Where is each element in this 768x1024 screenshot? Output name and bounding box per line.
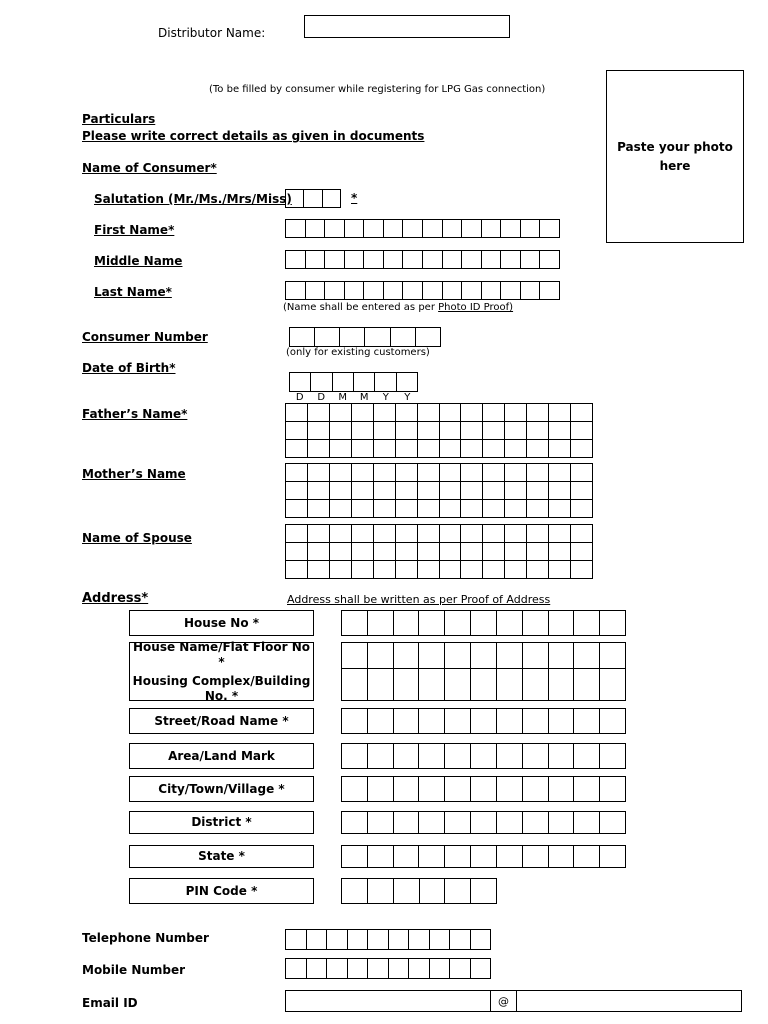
first-name-label: First Name*: [94, 223, 175, 237]
dob-letter: D: [295, 392, 304, 403]
input-cell[interactable]: [505, 500, 527, 518]
input-cell[interactable]: [396, 482, 418, 500]
input-cell[interactable]: [505, 464, 527, 482]
input-cell[interactable]: [461, 500, 483, 518]
name-proof-note-prefix: (Name shall be entered as per: [283, 302, 439, 313]
input-cell[interactable]: [396, 561, 418, 579]
mobile-label: Mobile Number: [82, 963, 186, 977]
input-cell[interactable]: [286, 525, 308, 543]
name-proof-note: [283, 302, 513, 313]
input-cell[interactable]: [549, 440, 571, 458]
input-cell[interactable]: [571, 422, 593, 440]
street-boxes[interactable]: [341, 708, 626, 734]
input-cell[interactable]: [330, 464, 352, 482]
input-cell[interactable]: [549, 561, 571, 579]
input-cell[interactable]: [418, 500, 440, 518]
form-instruction: (To be filled by consumer while registering for LPG Gas connection): [209, 84, 546, 95]
input-cell[interactable]: [483, 500, 505, 518]
input-cell[interactable]: [571, 561, 593, 579]
input-cell[interactable]: [527, 482, 549, 500]
input-cell[interactable]: [571, 464, 593, 482]
address-proof-note: Address shall be written as per Proof of Address: [287, 593, 551, 606]
input-cell[interactable]: [549, 543, 571, 561]
input-cell[interactable]: [286, 500, 308, 518]
district-boxes[interactable]: [341, 811, 626, 834]
mobile-boxes[interactable]: [285, 958, 491, 979]
input-cell[interactable]: [352, 422, 374, 440]
input-cell[interactable]: [352, 440, 374, 458]
input-cell[interactable]: [396, 543, 418, 561]
input-cell[interactable]: [505, 422, 527, 440]
photo-text-line2: here: [659, 158, 691, 173]
input-cell[interactable]: [374, 561, 396, 579]
input-cell[interactable]: [440, 404, 462, 422]
input-cell[interactable]: [308, 525, 330, 543]
mother-name-boxes[interactable]: [285, 463, 593, 518]
input-cell[interactable]: [330, 525, 352, 543]
particulars-subtitle: Please write correct details as given in documents: [82, 129, 425, 143]
input-cell[interactable]: [440, 561, 462, 579]
input-cell[interactable]: [440, 422, 462, 440]
input-cell[interactable]: [549, 404, 571, 422]
input-cell[interactable]: [440, 440, 462, 458]
input-cell[interactable]: [461, 561, 483, 579]
input-cell[interactable]: [352, 525, 374, 543]
input-cell[interactable]: [418, 543, 440, 561]
input-cell[interactable]: [571, 543, 593, 561]
input-cell[interactable]: [308, 422, 330, 440]
state-boxes[interactable]: [341, 845, 626, 868]
input-cell[interactable]: [527, 525, 549, 543]
input-cell[interactable]: [527, 561, 549, 579]
consumer-number-note: (only for existing customers): [286, 347, 430, 358]
input-cell[interactable]: [308, 464, 330, 482]
salutation-required-star: *: [351, 191, 358, 205]
input-cell[interactable]: [483, 543, 505, 561]
input-cell[interactable]: [505, 525, 527, 543]
dob-boxes[interactable]: [289, 372, 418, 392]
housing-complex-text-1: Housing Complex/Building: [132, 673, 311, 688]
input-cell[interactable]: [330, 482, 352, 500]
input-cell[interactable]: [308, 500, 330, 518]
input-cell[interactable]: [286, 482, 308, 500]
input-cell[interactable]: [352, 482, 374, 500]
input-cell[interactable]: [461, 543, 483, 561]
input-cell[interactable]: [505, 561, 527, 579]
input-cell[interactable]: [483, 464, 505, 482]
input-cell[interactable]: [440, 500, 462, 518]
distributor-name-input[interactable]: [304, 15, 510, 38]
input-cell[interactable]: [396, 404, 418, 422]
input-cell[interactable]: [571, 525, 593, 543]
housing-complex-text-2: No. *: [204, 688, 239, 703]
street-label: Street/Road Name *: [129, 708, 314, 734]
input-cell[interactable]: [374, 464, 396, 482]
input-cell[interactable]: [571, 404, 593, 422]
input-cell[interactable]: [549, 482, 571, 500]
salutation-boxes[interactable]: [285, 189, 341, 208]
input-cell[interactable]: [286, 440, 308, 458]
input-cell[interactable]: [286, 422, 308, 440]
spouse-name-boxes[interactable]: [285, 524, 593, 579]
consumer-number-boxes[interactable]: [289, 327, 441, 347]
input-cell[interactable]: [374, 404, 396, 422]
email-at-symbol: @: [490, 990, 517, 1012]
input-cell[interactable]: [483, 404, 505, 422]
email-domain-input[interactable]: [516, 990, 742, 1012]
pin-code-label: PIN Code *: [129, 878, 314, 904]
spouse-name-label: Name of Spouse: [82, 531, 192, 545]
input-cell[interactable]: [330, 440, 352, 458]
input-cell[interactable]: [461, 422, 483, 440]
input-cell[interactable]: [374, 500, 396, 518]
input-cell[interactable]: [374, 422, 396, 440]
salutation-label: Salutation (Mr./Ms./Mrs/Miss): [94, 192, 292, 206]
telephone-boxes[interactable]: [285, 929, 491, 950]
dob-letter: Y: [382, 392, 389, 403]
input-cell[interactable]: [461, 440, 483, 458]
email-user-input[interactable]: [285, 990, 491, 1012]
input-cell[interactable]: [483, 482, 505, 500]
input-cell[interactable]: [418, 561, 440, 579]
area-boxes[interactable]: [341, 743, 626, 769]
input-cell[interactable]: [286, 464, 308, 482]
input-cell[interactable]: [418, 464, 440, 482]
mother-name-label: Mother’s Name: [82, 467, 186, 481]
input-cell[interactable]: [352, 561, 374, 579]
input-cell[interactable]: [461, 464, 483, 482]
input-cell[interactable]: [330, 404, 352, 422]
input-cell[interactable]: [418, 525, 440, 543]
input-cell[interactable]: [505, 440, 527, 458]
district-label: District *: [129, 811, 314, 834]
input-cell[interactable]: [418, 404, 440, 422]
input-cell[interactable]: [330, 561, 352, 579]
input-cell[interactable]: [440, 543, 462, 561]
input-cell[interactable]: [571, 482, 593, 500]
input-cell[interactable]: [374, 525, 396, 543]
input-cell[interactable]: [549, 422, 571, 440]
dob-letter: M: [359, 392, 369, 403]
city-boxes[interactable]: [341, 776, 626, 802]
input-cell[interactable]: [396, 422, 418, 440]
input-cell[interactable]: [330, 543, 352, 561]
input-cell[interactable]: [549, 464, 571, 482]
input-cell[interactable]: [527, 422, 549, 440]
input-cell[interactable]: [549, 500, 571, 518]
particulars-title: Particulars: [82, 112, 156, 126]
middle-name-label: Middle Name: [94, 254, 183, 268]
area-label: Area/Land Mark: [129, 743, 314, 769]
father-name-label: Father’s Name*: [82, 407, 188, 421]
input-cell[interactable]: [461, 482, 483, 500]
input-cell[interactable]: [505, 482, 527, 500]
dob-letter: D: [317, 392, 326, 403]
middle-name-boxes[interactable]: [285, 250, 560, 269]
house-name-boxes[interactable]: [341, 642, 626, 701]
house-name-label: [129, 639, 314, 703]
input-cell[interactable]: [483, 440, 505, 458]
input-cell[interactable]: [396, 525, 418, 543]
state-label: State *: [129, 845, 314, 868]
father-name-boxes[interactable]: [285, 403, 593, 458]
input-cell[interactable]: [308, 561, 330, 579]
house-no-label: House No *: [129, 610, 314, 636]
input-cell[interactable]: [571, 500, 593, 518]
input-cell[interactable]: [483, 561, 505, 579]
input-cell[interactable]: [330, 422, 352, 440]
input-cell[interactable]: [549, 525, 571, 543]
input-cell[interactable]: [483, 525, 505, 543]
input-cell[interactable]: [374, 543, 396, 561]
input-cell[interactable]: [308, 440, 330, 458]
input-cell[interactable]: [374, 482, 396, 500]
input-cell[interactable]: [330, 500, 352, 518]
house-name-text: House Name/Flat Floor No *: [133, 639, 310, 669]
input-cell[interactable]: [352, 500, 374, 518]
input-cell[interactable]: [352, 404, 374, 422]
email-label: Email ID: [82, 996, 138, 1010]
dob-format-letters: [289, 392, 418, 403]
input-cell[interactable]: [571, 440, 593, 458]
input-cell[interactable]: [483, 422, 505, 440]
input-cell[interactable]: [308, 482, 330, 500]
input-cell[interactable]: [440, 525, 462, 543]
house-no-boxes[interactable]: [341, 610, 626, 636]
photo-id-proof-link: Photo ID Proof): [438, 302, 514, 313]
input-cell[interactable]: [505, 543, 527, 561]
input-cell[interactable]: [352, 543, 374, 561]
input-cell[interactable]: [418, 422, 440, 440]
input-cell[interactable]: [505, 404, 527, 422]
input-cell[interactable]: [374, 440, 396, 458]
city-label: City/Town/Village *: [129, 776, 314, 802]
input-cell[interactable]: [396, 440, 418, 458]
input-cell[interactable]: [527, 500, 549, 518]
input-cell[interactable]: [527, 464, 549, 482]
input-cell[interactable]: [396, 464, 418, 482]
photo-text-line1: Paste your photo: [617, 139, 733, 154]
input-cell[interactable]: [527, 543, 549, 561]
photo-box[interactable]: [606, 70, 744, 243]
input-cell[interactable]: [286, 543, 308, 561]
input-cell[interactable]: [308, 404, 330, 422]
dob-letter: M: [338, 392, 348, 403]
input-cell[interactable]: [418, 440, 440, 458]
input-cell[interactable]: [286, 404, 308, 422]
input-cell[interactable]: [527, 404, 549, 422]
last-name-label: Last Name*: [94, 285, 172, 299]
input-cell[interactable]: [527, 440, 549, 458]
address-heading: Address*: [82, 591, 149, 606]
input-cell[interactable]: [396, 500, 418, 518]
dob-label: Date of Birth*: [82, 361, 176, 375]
pin-code-boxes[interactable]: [341, 878, 497, 904]
input-cell[interactable]: [286, 561, 308, 579]
consumer-number-label: Consumer Number: [82, 330, 208, 344]
first-name-boxes[interactable]: [285, 219, 560, 238]
distributor-name-label: Distributor Name:: [158, 26, 266, 40]
input-cell[interactable]: [308, 543, 330, 561]
last-name-boxes[interactable]: [285, 281, 560, 300]
consumer-name-heading: Name of Consumer*: [82, 161, 217, 175]
telephone-label: Telephone Number: [82, 931, 209, 945]
input-cell[interactable]: [418, 482, 440, 500]
dob-letter: Y: [404, 392, 411, 403]
input-cell[interactable]: [461, 525, 483, 543]
input-cell[interactable]: [461, 404, 483, 422]
input-cell[interactable]: [352, 464, 374, 482]
input-cell[interactable]: [440, 464, 462, 482]
input-cell[interactable]: [440, 482, 462, 500]
